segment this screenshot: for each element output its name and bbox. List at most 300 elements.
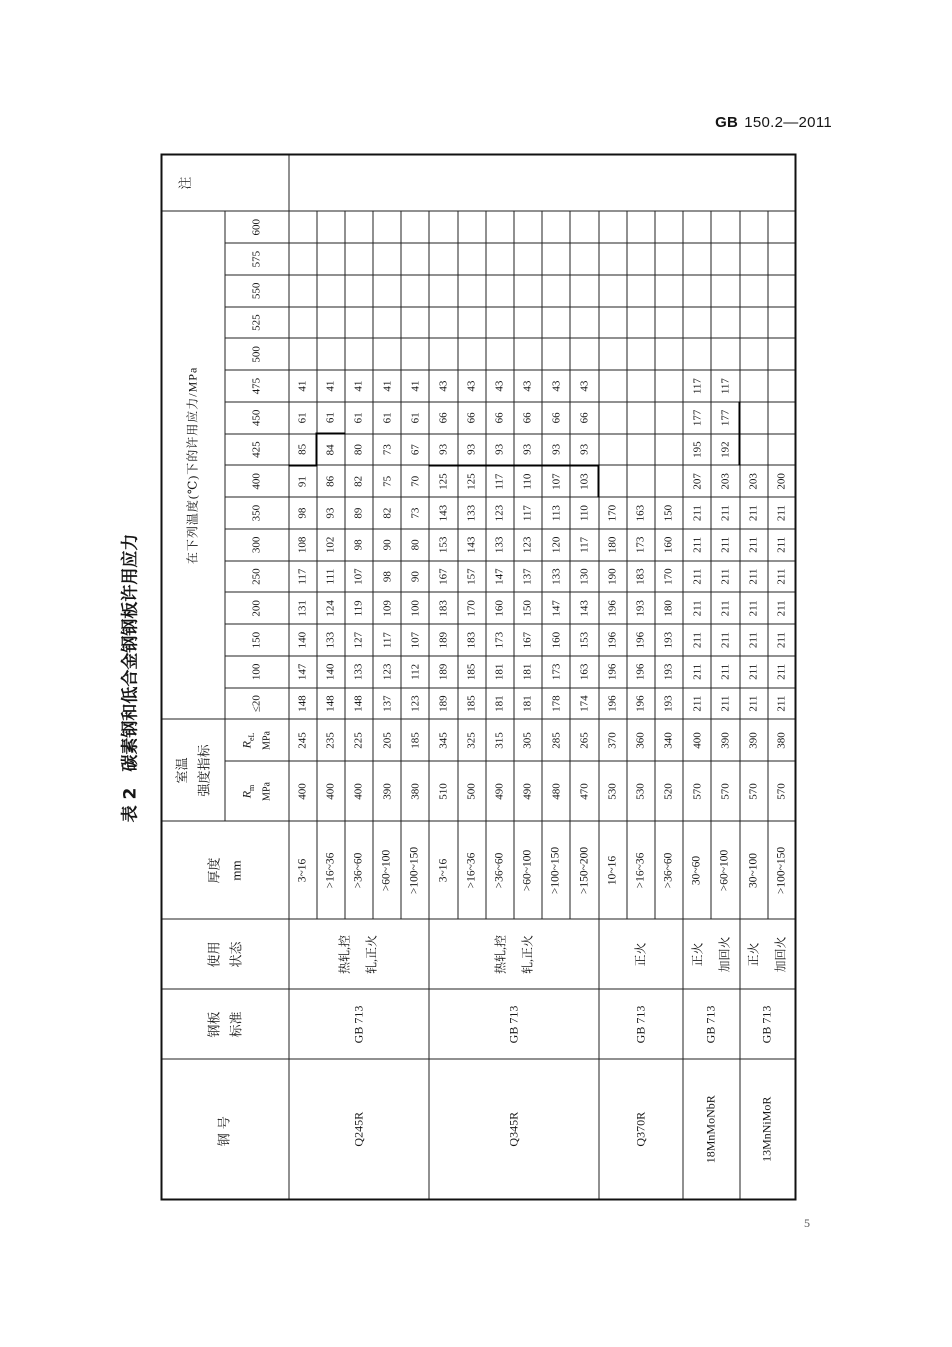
note-header: 注 bbox=[161, 154, 288, 211]
empty-stress-cell bbox=[654, 465, 682, 497]
temperature-header: 200 bbox=[224, 592, 288, 624]
empty-stress-cell bbox=[570, 306, 598, 338]
allowable-stress-cell: 119 bbox=[344, 592, 372, 624]
allowable-stress-cell: 110 bbox=[514, 465, 542, 497]
temperature-header: 575 bbox=[224, 243, 288, 275]
plate-standard-header-line: 标准 bbox=[227, 1011, 243, 1038]
allowable-stress-cell: 211 bbox=[683, 624, 711, 656]
empty-stress-cell bbox=[514, 243, 542, 275]
allowable-stress-cell: 110 bbox=[570, 497, 598, 529]
thickness-cell: >16~36 bbox=[626, 821, 654, 919]
table-number: 表 2 bbox=[120, 787, 140, 822]
allowable-stress-cell: 211 bbox=[739, 528, 767, 560]
allowable-stress-cell: 211 bbox=[739, 497, 767, 529]
allowable-stress-cell: 43 bbox=[429, 370, 457, 402]
tensile-strength-cell: 520 bbox=[654, 761, 682, 821]
allowable-stress-cell: 211 bbox=[739, 655, 767, 687]
standard-number: 150.2—2011 bbox=[744, 114, 832, 131]
allowable-stress-cell: 193 bbox=[654, 687, 682, 719]
allowable-stress-cell: 66 bbox=[457, 401, 485, 433]
empty-stress-cell bbox=[316, 306, 344, 338]
empty-stress-cell bbox=[288, 338, 316, 370]
allowable-stress-cell: 173 bbox=[485, 624, 513, 656]
yield-strength-unit: MPa bbox=[260, 730, 272, 750]
thickness-cell: >100~150 bbox=[767, 821, 795, 919]
rotated-table-block bbox=[115, 155, 795, 1200]
empty-stress-cell bbox=[654, 370, 682, 402]
allowable-stress-cell: 193 bbox=[654, 655, 682, 687]
empty-stress-cell bbox=[457, 211, 485, 243]
allowable-stress-cell: 117 bbox=[485, 465, 513, 497]
tensile-strength-cell: 510 bbox=[429, 761, 457, 821]
tensile-strength-cell: 570 bbox=[739, 761, 767, 821]
table-row bbox=[598, 154, 626, 1199]
allowable-stress-cell: 98 bbox=[373, 560, 401, 592]
empty-stress-cell bbox=[626, 211, 654, 243]
allowable-stress-cell: 125 bbox=[429, 465, 457, 497]
empty-stress-cell bbox=[514, 211, 542, 243]
thickness-header bbox=[161, 821, 288, 919]
allowable-stress-cell: 66 bbox=[542, 401, 570, 433]
empty-stress-cell bbox=[598, 306, 626, 338]
allowable-stress-cell: 61 bbox=[401, 401, 429, 433]
allowable-stress-cell: 192 bbox=[711, 433, 739, 465]
allowable-stress-cell: 123 bbox=[373, 655, 401, 687]
allowable-stress-cell: 130 bbox=[570, 560, 598, 592]
allowable-stress-cell: 67 bbox=[401, 433, 429, 465]
allowable-stress-cell: 100 bbox=[401, 592, 429, 624]
tensile-strength-cell: 380 bbox=[401, 761, 429, 821]
empty-stress-cell bbox=[739, 433, 767, 465]
temperature-header: 450 bbox=[224, 401, 288, 433]
use-condition-line: 轧,正火 bbox=[519, 934, 534, 974]
thickness-cell: 3~16 bbox=[429, 821, 457, 919]
empty-stress-cell bbox=[739, 401, 767, 433]
empty-stress-cell bbox=[542, 274, 570, 306]
empty-stress-cell bbox=[654, 274, 682, 306]
tensile-strength-cell: 530 bbox=[626, 761, 654, 821]
allowable-stress-cell: 183 bbox=[626, 560, 654, 592]
empty-stress-cell bbox=[767, 274, 795, 306]
allowable-stress-cell: 178 bbox=[542, 687, 570, 719]
thickness-cell: 10~16 bbox=[598, 821, 626, 919]
allowable-stress-cell: 93 bbox=[457, 433, 485, 465]
allowable-stress-cell: 91 bbox=[288, 465, 316, 497]
thickness-cell: >100~150 bbox=[401, 821, 429, 919]
empty-stress-cell bbox=[401, 211, 429, 243]
empty-stress-cell bbox=[373, 306, 401, 338]
plate-standard-cell: GB 713 bbox=[429, 989, 598, 1059]
empty-stress-cell bbox=[598, 211, 626, 243]
empty-stress-cell bbox=[288, 211, 316, 243]
allowable-stress-cell: 173 bbox=[626, 528, 654, 560]
symbol-r: R bbox=[239, 740, 254, 748]
empty-stress-cell bbox=[767, 370, 795, 402]
use-condition-cell bbox=[288, 919, 429, 989]
use-condition-line: 热轧,控 bbox=[337, 934, 352, 974]
note-cell bbox=[288, 154, 795, 211]
allowable-stress-cell: 170 bbox=[654, 560, 682, 592]
symbol-r: R bbox=[239, 790, 254, 798]
allowable-stress-cell: 211 bbox=[739, 687, 767, 719]
empty-stress-cell bbox=[711, 338, 739, 370]
empty-stress-cell bbox=[654, 433, 682, 465]
empty-stress-cell bbox=[316, 243, 344, 275]
tensile-strength-cell: 400 bbox=[288, 761, 316, 821]
allowable-stress-cell: 211 bbox=[711, 528, 739, 560]
empty-stress-cell bbox=[457, 338, 485, 370]
allowable-stress-cell: 80 bbox=[401, 528, 429, 560]
use-condition-line: 加回火 bbox=[716, 936, 731, 973]
allowable-stress-cell: 193 bbox=[626, 592, 654, 624]
yield-strength-cell: 400 bbox=[683, 719, 711, 761]
allowable-stress-cell: 70 bbox=[401, 465, 429, 497]
empty-stress-cell bbox=[457, 306, 485, 338]
use-condition-line: 正火 bbox=[632, 942, 647, 967]
allowable-stress-cell: 143 bbox=[457, 528, 485, 560]
tensile-strength-cell: 570 bbox=[683, 761, 711, 821]
allowable-stress-cell: 111 bbox=[316, 560, 344, 592]
allowable-stress-cell: 180 bbox=[598, 528, 626, 560]
allowable-stress-cell: 183 bbox=[429, 592, 457, 624]
allowable-stress-header: 在下列温度(℃)下的许用应力/MPa bbox=[161, 211, 224, 719]
allowable-stress-cell: 66 bbox=[485, 401, 513, 433]
plate-standard-cell: GB 713 bbox=[739, 989, 795, 1059]
allowable-stress-cell: 98 bbox=[344, 528, 372, 560]
empty-stress-cell bbox=[457, 243, 485, 275]
use-condition-cell bbox=[598, 919, 683, 989]
thickness-cell: >16~36 bbox=[316, 821, 344, 919]
strength-index-header-line: 强度指标 bbox=[195, 743, 211, 796]
allowable-stress-cell: 174 bbox=[570, 687, 598, 719]
empty-stress-cell bbox=[429, 274, 457, 306]
allowable-stress-cell: 211 bbox=[683, 687, 711, 719]
allowable-stress-cell: 211 bbox=[739, 560, 767, 592]
steel-grade-cell: 13MnNiMoR bbox=[739, 1059, 795, 1199]
temperature-header: 425 bbox=[224, 433, 288, 465]
yield-strength-cell: 340 bbox=[654, 719, 682, 761]
allowable-stress-cell: 150 bbox=[654, 497, 682, 529]
plate-standard-cell: GB 713 bbox=[683, 989, 739, 1059]
allowable-stress-cell: 211 bbox=[767, 687, 795, 719]
allowable-stress-cell: 133 bbox=[542, 560, 570, 592]
empty-stress-cell bbox=[429, 211, 457, 243]
allowable-stress-cell: 107 bbox=[344, 560, 372, 592]
empty-stress-cell bbox=[514, 338, 542, 370]
use-condition-cell bbox=[429, 919, 598, 989]
allowable-stress-cell: 211 bbox=[767, 497, 795, 529]
allowable-stress-cell: 150 bbox=[514, 592, 542, 624]
tensile-strength-cell: 490 bbox=[514, 761, 542, 821]
yield-strength-cell: 235 bbox=[316, 719, 344, 761]
allowable-stress-cell: 196 bbox=[598, 655, 626, 687]
allowable-stress-cell: 211 bbox=[767, 528, 795, 560]
allowable-stress-cell: 196 bbox=[626, 687, 654, 719]
empty-stress-cell bbox=[626, 338, 654, 370]
empty-stress-cell bbox=[288, 306, 316, 338]
allowable-stress-cell: 203 bbox=[711, 465, 739, 497]
allowable-stress-cell: 211 bbox=[711, 560, 739, 592]
empty-stress-cell bbox=[429, 243, 457, 275]
allowable-stress-cell: 211 bbox=[711, 624, 739, 656]
allowable-stress-table bbox=[160, 153, 796, 1200]
empty-stress-cell bbox=[739, 243, 767, 275]
yield-strength-cell: 245 bbox=[288, 719, 316, 761]
allowable-stress-cell: 173 bbox=[542, 655, 570, 687]
temperature-header: 150 bbox=[224, 624, 288, 656]
standard-prefix: GB bbox=[715, 114, 739, 131]
page-number: 5 bbox=[804, 1216, 810, 1230]
temperature-header: 300 bbox=[224, 528, 288, 560]
tensile-strength-cell: 480 bbox=[542, 761, 570, 821]
use-condition-line: 正火 bbox=[689, 942, 704, 967]
allowable-stress-cell: 41 bbox=[401, 370, 429, 402]
empty-stress-cell bbox=[542, 243, 570, 275]
empty-stress-cell bbox=[626, 243, 654, 275]
allowable-stress-cell: 117 bbox=[514, 497, 542, 529]
yield-strength-cell: 390 bbox=[739, 719, 767, 761]
table-row bbox=[683, 154, 711, 1199]
plate-standard-header-line: 钢板 bbox=[205, 1011, 221, 1038]
allowable-stress-cell: 117 bbox=[288, 560, 316, 592]
empty-stress-cell bbox=[429, 338, 457, 370]
allowable-stress-cell: 85 bbox=[288, 433, 316, 465]
allowable-stress-cell: 181 bbox=[485, 687, 513, 719]
allowable-stress-cell: 181 bbox=[514, 655, 542, 687]
empty-stress-cell bbox=[598, 370, 626, 402]
allowable-stress-cell: 148 bbox=[288, 687, 316, 719]
allowable-stress-cell: 211 bbox=[683, 592, 711, 624]
allowable-stress-cell: 137 bbox=[514, 560, 542, 592]
allowable-stress-cell: 123 bbox=[485, 497, 513, 529]
tensile-strength-cell: 500 bbox=[457, 761, 485, 821]
allowable-stress-cell: 196 bbox=[598, 624, 626, 656]
allowable-stress-cell: 98 bbox=[288, 497, 316, 529]
empty-stress-cell bbox=[316, 211, 344, 243]
allowable-stress-cell: 117 bbox=[683, 370, 711, 402]
allowable-stress-cell: 123 bbox=[401, 687, 429, 719]
allowable-stress-cell: 211 bbox=[711, 497, 739, 529]
allowable-stress-cell: 102 bbox=[316, 528, 344, 560]
temperature-header: 350 bbox=[224, 497, 288, 529]
allowable-stress-cell: 93 bbox=[542, 433, 570, 465]
plate-standard-cell: GB 713 bbox=[598, 989, 683, 1059]
allowable-stress-cell: 170 bbox=[598, 497, 626, 529]
allowable-stress-cell: 163 bbox=[626, 497, 654, 529]
allowable-stress-cell: 190 bbox=[598, 560, 626, 592]
tensile-strength-symbol bbox=[238, 762, 259, 821]
allowable-stress-cell: 211 bbox=[767, 592, 795, 624]
allowable-stress-cell: 211 bbox=[767, 655, 795, 687]
empty-stress-cell bbox=[373, 274, 401, 306]
thickness-cell: >36~60 bbox=[485, 821, 513, 919]
tensile-strength-cell: 400 bbox=[344, 761, 372, 821]
running-head bbox=[715, 114, 832, 132]
empty-stress-cell bbox=[570, 211, 598, 243]
empty-stress-cell bbox=[598, 338, 626, 370]
steel-grade-cell: Q370R bbox=[598, 1059, 683, 1199]
temperature-header: 100 bbox=[224, 655, 288, 687]
yield-strength-cell: 285 bbox=[542, 719, 570, 761]
allowable-stress-cell: 185 bbox=[457, 655, 485, 687]
empty-stress-cell bbox=[344, 338, 372, 370]
symbol-subscript: eL bbox=[246, 732, 256, 741]
allowable-stress-cell: 196 bbox=[626, 655, 654, 687]
allowable-stress-cell: 66 bbox=[429, 401, 457, 433]
tensile-strength-cell: 530 bbox=[598, 761, 626, 821]
empty-stress-cell bbox=[570, 243, 598, 275]
empty-stress-cell bbox=[767, 243, 795, 275]
empty-stress-cell bbox=[683, 243, 711, 275]
allowable-stress-cell: 131 bbox=[288, 592, 316, 624]
empty-stress-cell bbox=[711, 243, 739, 275]
empty-stress-cell bbox=[654, 211, 682, 243]
empty-stress-cell bbox=[485, 211, 513, 243]
empty-stress-cell bbox=[598, 465, 626, 497]
steel-grade-cell: Q245R bbox=[288, 1059, 429, 1199]
table-body bbox=[288, 154, 795, 1199]
thickness-cell: 3~16 bbox=[288, 821, 316, 919]
temperature-header: 500 bbox=[224, 338, 288, 370]
thickness-cell: 30~100 bbox=[739, 821, 767, 919]
allowable-stress-cell: 43 bbox=[457, 370, 485, 402]
allowable-stress-cell: 82 bbox=[373, 497, 401, 529]
allowable-stress-cell: 61 bbox=[288, 401, 316, 433]
allowable-stress-cell: 211 bbox=[767, 624, 795, 656]
allowable-stress-cell: 211 bbox=[683, 655, 711, 687]
allowable-stress-cell: 207 bbox=[683, 465, 711, 497]
thickness-cell: >100~150 bbox=[542, 821, 570, 919]
empty-stress-cell bbox=[514, 306, 542, 338]
allowable-stress-cell: 147 bbox=[288, 655, 316, 687]
empty-stress-cell bbox=[598, 433, 626, 465]
allowable-stress-cell: 127 bbox=[344, 624, 372, 656]
allowable-stress-cell: 211 bbox=[683, 497, 711, 529]
symbol-subscript: m bbox=[246, 784, 256, 791]
empty-stress-cell bbox=[626, 306, 654, 338]
thickness-cell: >36~60 bbox=[344, 821, 372, 919]
thickness-cell: >36~60 bbox=[654, 821, 682, 919]
temperature-header: ≤20 bbox=[224, 687, 288, 719]
tensile-strength-cell: 570 bbox=[711, 761, 739, 821]
empty-stress-cell bbox=[739, 338, 767, 370]
allowable-stress-cell: 41 bbox=[288, 370, 316, 402]
tensile-strength-cell: 400 bbox=[316, 761, 344, 821]
thickness-cell: 30~60 bbox=[683, 821, 711, 919]
allowable-stress-cell: 211 bbox=[711, 592, 739, 624]
empty-stress-cell bbox=[711, 274, 739, 306]
empty-stress-cell bbox=[373, 211, 401, 243]
use-condition-cell bbox=[683, 919, 739, 989]
empty-stress-cell bbox=[654, 401, 682, 433]
use-condition-line: 轧,正火 bbox=[364, 934, 379, 974]
empty-stress-cell bbox=[344, 243, 372, 275]
empty-stress-cell bbox=[542, 211, 570, 243]
yield-strength-cell: 325 bbox=[457, 719, 485, 761]
allowable-stress-cell: 89 bbox=[344, 497, 372, 529]
empty-stress-cell bbox=[683, 274, 711, 306]
allowable-stress-cell: 157 bbox=[457, 560, 485, 592]
allowable-stress-cell: 43 bbox=[570, 370, 598, 402]
allowable-stress-cell: 61 bbox=[373, 401, 401, 433]
allowable-stress-cell: 189 bbox=[429, 687, 457, 719]
steel-grade-cell: 18MnMoNbR bbox=[683, 1059, 739, 1199]
allowable-stress-cell: 66 bbox=[514, 401, 542, 433]
header-row-1 bbox=[161, 154, 224, 1199]
allowable-stress-cell: 124 bbox=[316, 592, 344, 624]
steel-grade-cell: Q345R bbox=[429, 1059, 598, 1199]
temperature-header: 600 bbox=[224, 211, 288, 243]
empty-stress-cell bbox=[654, 338, 682, 370]
empty-stress-cell bbox=[401, 274, 429, 306]
temperature-header: 550 bbox=[224, 274, 288, 306]
allowable-stress-cell: 73 bbox=[401, 497, 429, 529]
table-title bbox=[119, 155, 141, 1200]
empty-stress-cell bbox=[598, 401, 626, 433]
empty-stress-cell bbox=[542, 306, 570, 338]
empty-stress-cell bbox=[401, 306, 429, 338]
yield-strength-cell: 265 bbox=[570, 719, 598, 761]
allowable-stress-cell: 103 bbox=[570, 465, 598, 497]
empty-stress-cell bbox=[344, 306, 372, 338]
allowable-stress-cell: 113 bbox=[542, 497, 570, 529]
allowable-stress-cell: 41 bbox=[344, 370, 372, 402]
empty-stress-cell bbox=[344, 274, 372, 306]
allowable-stress-cell: 43 bbox=[542, 370, 570, 402]
allowable-stress-cell: 193 bbox=[654, 624, 682, 656]
allowable-stress-cell: 170 bbox=[457, 592, 485, 624]
allowable-stress-cell: 117 bbox=[570, 528, 598, 560]
use-condition-header bbox=[161, 919, 288, 989]
allowable-stress-cell: 84 bbox=[316, 433, 344, 465]
empty-stress-cell bbox=[570, 274, 598, 306]
yield-strength-cell: 345 bbox=[429, 719, 457, 761]
allowable-stress-cell: 211 bbox=[683, 560, 711, 592]
allowable-stress-cell: 203 bbox=[739, 465, 767, 497]
allowable-stress-cell: 177 bbox=[711, 401, 739, 433]
allowable-stress-cell: 180 bbox=[654, 592, 682, 624]
thickness-cell: >60~100 bbox=[373, 821, 401, 919]
allowable-stress-cell: 93 bbox=[485, 433, 513, 465]
allowable-stress-cell: 108 bbox=[288, 528, 316, 560]
allowable-stress-cell: 61 bbox=[344, 401, 372, 433]
temperature-header: 475 bbox=[224, 370, 288, 402]
tensile-strength-cell: 390 bbox=[373, 761, 401, 821]
yield-strength-cell: 370 bbox=[598, 719, 626, 761]
tensile-strength-cell: 490 bbox=[485, 761, 513, 821]
empty-stress-cell bbox=[457, 274, 485, 306]
empty-stress-cell bbox=[626, 274, 654, 306]
allowable-stress-cell: 167 bbox=[514, 624, 542, 656]
temperature-header: 250 bbox=[224, 560, 288, 592]
empty-stress-cell bbox=[767, 211, 795, 243]
allowable-stress-cell: 181 bbox=[514, 687, 542, 719]
empty-stress-cell bbox=[767, 338, 795, 370]
thickness-cell: >60~100 bbox=[514, 821, 542, 919]
allowable-stress-cell: 120 bbox=[542, 528, 570, 560]
empty-stress-cell bbox=[288, 243, 316, 275]
plate-standard-cell: GB 713 bbox=[288, 989, 429, 1059]
temperature-header: 525 bbox=[224, 306, 288, 338]
empty-stress-cell bbox=[542, 338, 570, 370]
allowable-stress-cell: 107 bbox=[401, 624, 429, 656]
allowable-stress-cell: 196 bbox=[626, 624, 654, 656]
allowable-stress-cell: 196 bbox=[598, 592, 626, 624]
allowable-stress-cell: 73 bbox=[373, 433, 401, 465]
room-temp-strength-header bbox=[161, 719, 224, 821]
allowable-stress-cell: 167 bbox=[429, 560, 457, 592]
use-condition-line: 热轧,控 bbox=[492, 934, 507, 974]
